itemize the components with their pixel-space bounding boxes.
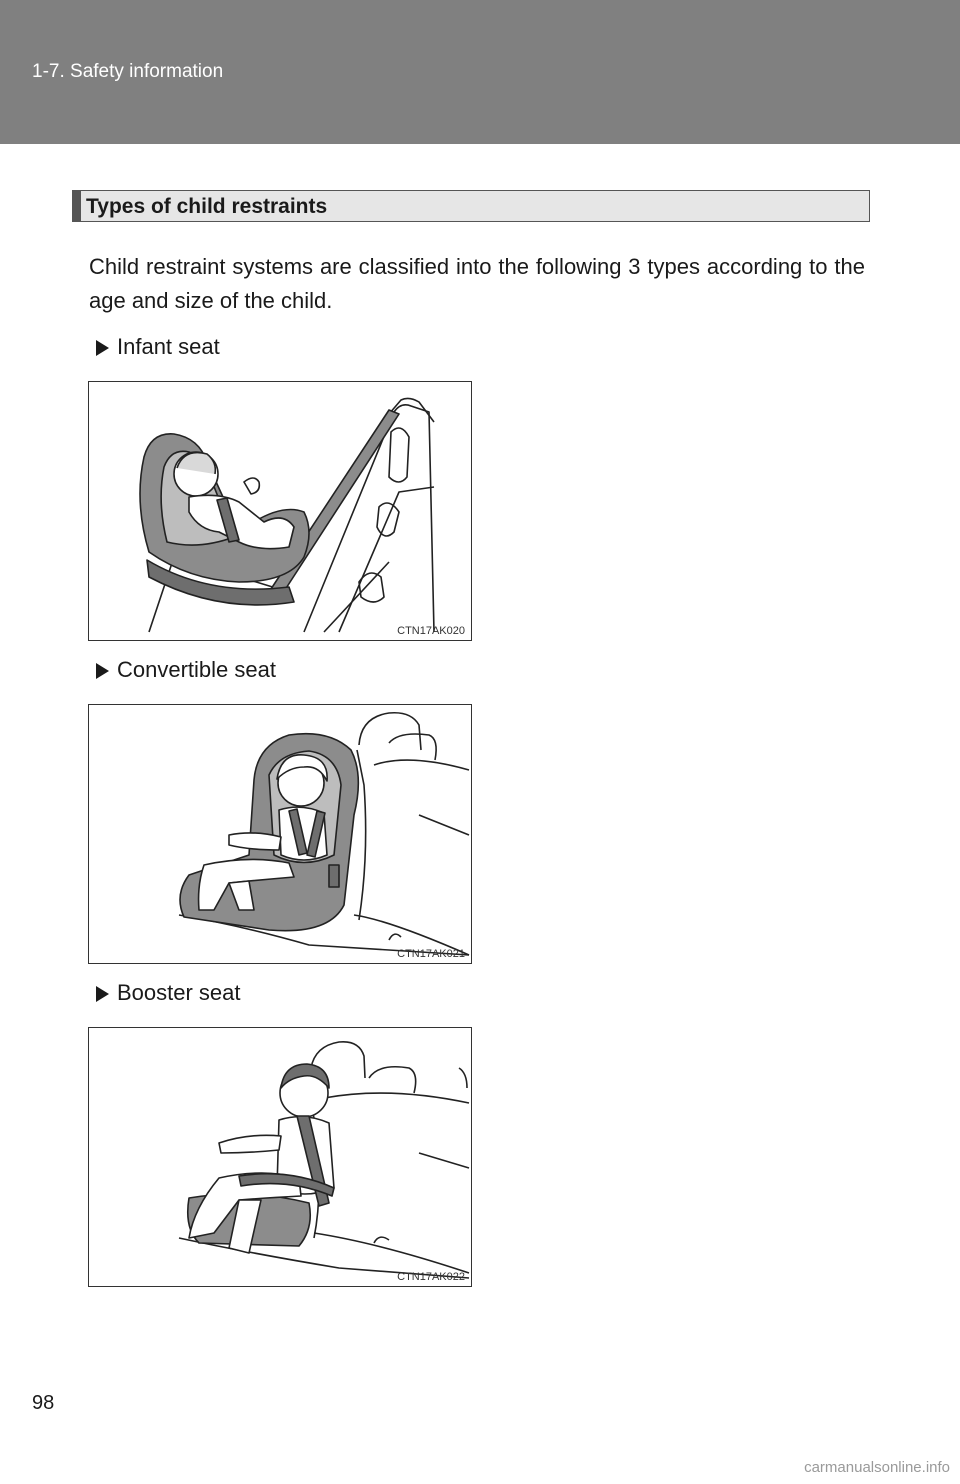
bullet-triangle-icon xyxy=(96,663,109,679)
bullet-triangle-icon xyxy=(96,986,109,1002)
figure-code: CTN17AK022 xyxy=(397,1271,465,1283)
figure-code: CTN17AK021 xyxy=(397,948,465,960)
section-breadcrumb: 1-7. Safety information xyxy=(32,61,224,82)
booster-seat-illustration xyxy=(88,1027,472,1287)
page-header xyxy=(0,0,960,144)
booster-seat-drawing xyxy=(89,1028,473,1288)
item-booster-seat xyxy=(96,978,241,1008)
section-heading: Types of child restraints xyxy=(86,195,328,218)
convertible-seat-illustration xyxy=(88,704,472,964)
watermark: carmanualsonline.info xyxy=(804,1459,950,1476)
item-label: Convertible seat xyxy=(117,657,276,682)
intro-paragraph: Child restraint systems are classified into the following 3 types according to the age and size of the child. xyxy=(89,254,865,313)
heading-accent-bar xyxy=(73,191,81,221)
item-label: Booster seat xyxy=(117,980,241,1005)
item-label: Infant seat xyxy=(117,334,220,359)
page-number: 98 xyxy=(32,1392,55,1414)
infant-seat-drawing xyxy=(89,382,473,642)
section-heading-box xyxy=(72,190,870,222)
bullet-triangle-icon xyxy=(96,340,109,356)
convertible-seat-drawing xyxy=(89,705,473,965)
infant-seat-illustration xyxy=(88,381,472,641)
figure-code: CTN17AK020 xyxy=(397,625,465,637)
item-convertible-seat xyxy=(96,655,276,685)
item-infant-seat xyxy=(96,332,220,362)
